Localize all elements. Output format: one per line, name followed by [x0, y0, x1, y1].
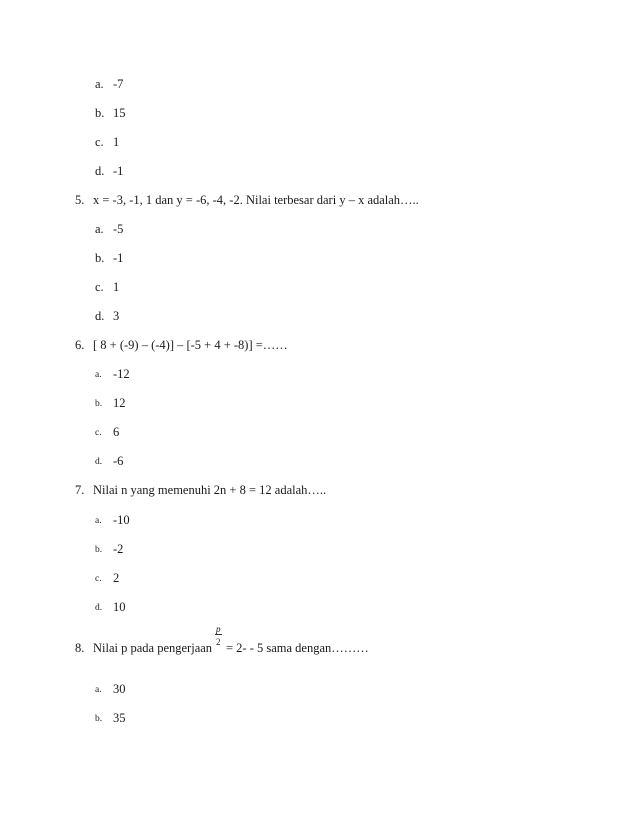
q5-option-c-value: 1 — [113, 280, 120, 294]
q7-option-d-value: 10 — [113, 600, 126, 614]
q5-option-d-letter: d. — [95, 309, 105, 323]
q8-text-after: = 2- - 5 sama dengan……… — [226, 641, 369, 655]
q6-option-c-letter: c. — [95, 428, 102, 438]
q4-option-d-letter: d. — [95, 164, 105, 178]
q6-option-d-letter: d. — [95, 457, 103, 467]
q6-option-b-value: 12 — [113, 396, 126, 410]
q7-option-b-letter: b. — [95, 545, 103, 555]
q5-text: x = -3, -1, 1 dan y = -6, -4, -2. Nilai terbesar dari y – x adalah….. — [93, 193, 419, 207]
q4-option-c-value: 1 — [113, 135, 120, 149]
q8-fraction-denominator: 2 — [216, 637, 221, 647]
q8-option-b-letter: b. — [95, 714, 103, 724]
q7-option-d-letter: d. — [95, 603, 103, 613]
q8-text-before: Nilai p pada pengerjaan — [93, 641, 213, 655]
q6-option-b-letter: b. — [95, 399, 103, 409]
q8-option-a-value: 30 — [113, 682, 126, 696]
q8-fraction-numerator: p — [216, 624, 221, 634]
q5-option-c-letter: c. — [95, 280, 104, 294]
q7-text: Nilai n yang memenuhi 2n + 8 = 12 adalah….. — [93, 483, 327, 497]
q8-option-b-value: 35 — [113, 711, 126, 725]
q7-number: 7. — [75, 483, 85, 497]
q5-option-a-value: -5 — [113, 222, 124, 236]
q7-option-b-value: -2 — [113, 542, 124, 556]
q4-option-c-letter: c. — [95, 135, 104, 149]
q6-option-a-value: -12 — [113, 367, 130, 381]
q6-option-d-value: -6 — [113, 454, 124, 468]
q4-option-a-value: -7 — [113, 77, 124, 91]
q7-option-c-letter: c. — [95, 574, 102, 584]
q8-number: 8. — [75, 641, 85, 655]
q6-option-c-value: 6 — [113, 425, 120, 439]
q5-number: 5. — [75, 193, 85, 207]
q4-option-a-letter: a. — [95, 77, 104, 91]
q7-option-c-value: 2 — [113, 571, 120, 585]
q4-option-b-value: 15 — [113, 106, 126, 120]
q4-option-b-letter: b. — [95, 106, 105, 120]
q6-option-a-letter: a. — [95, 370, 102, 380]
q5-option-d-value: 3 — [113, 309, 120, 323]
q7-option-a-value: -10 — [113, 513, 130, 527]
q6-number: 6. — [75, 338, 85, 352]
q4-option-d-value: -1 — [113, 164, 124, 178]
q7-option-a-letter: a. — [95, 516, 102, 526]
q5-option-b-letter: b. — [95, 251, 105, 265]
q5-option-a-letter: a. — [95, 222, 104, 236]
q5-option-b-value: -1 — [113, 251, 124, 265]
q8-option-a-letter: a. — [95, 685, 102, 695]
q6-text: [ 8 + (-9) – (-4)] – [-5 + 4 + -8)] =…… — [93, 338, 288, 352]
